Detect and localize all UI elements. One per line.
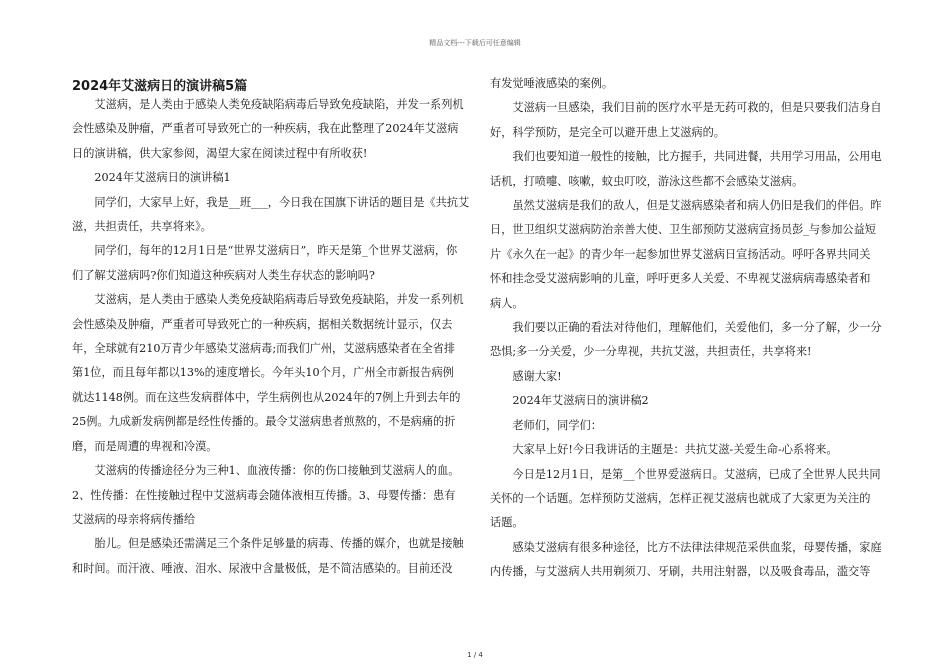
text-line: 2024年艾滋病日的演讲稿2 xyxy=(490,394,649,408)
text-line: 会性感染及肿瘤，严重者可导致死亡的一种疾病，我在此整理了2024年艾滋病 xyxy=(72,122,459,136)
text-line: 老师们，同学们： xyxy=(490,418,602,432)
text-line: 会性感染及肿瘤，严重者可导致死亡的一种疾病，据相关数据统计显示，仅去 xyxy=(72,317,453,331)
text-line: 艾滋病一旦感染，我们目前的医疗水平是无药可救的，但是只要我们洁身自 xyxy=(490,101,882,115)
text-line: 感染艾滋病有很多种途径，比方不法律法律规范采供血浆，母婴传播，家庭 xyxy=(490,540,882,554)
text-line: 年，全球就有210万青少年感染艾滋病毒;而我们广州，艾滋病感染者在全省排 xyxy=(72,342,456,356)
text-line: 内传播，与艾滋病人共用剃须刀、牙刷，共用注射器，以及吸食毒品，滥交等 xyxy=(490,565,871,579)
text-line: 日，世卫组织艾滋病防治亲善大使、卫生部预防艾滋病宣扬员彭_与参加公益短 xyxy=(490,223,876,237)
text-line: 们了解艾滋病吗?你们知道这种疾病对人类生存状态的影响吗? xyxy=(72,268,375,282)
text-line: 大家早上好!今日我讲话的主题是：共抗艾滋-关爱生命-心系将来。 xyxy=(490,443,838,457)
text-line: 和时间。而汗液、唾液、泪水、尿液中含量极低，是不简洁感染的。目前还没 xyxy=(72,561,453,575)
document-title: 2024年艾滋病日的演讲稿5篇 xyxy=(72,79,248,94)
text-line: 艾滋病，是人类由于感染人类免疫缺陷病毒后导致免疫缺陷，并发一系列机 xyxy=(72,98,464,111)
text-line: 滋，共担责任，共享将来》。 xyxy=(72,220,212,234)
text-line: 就达1148例。而在这些发病群体中，学生病例也从2024年的7例上升到去年的 xyxy=(72,390,461,404)
text-line: 话题。 xyxy=(490,516,524,530)
right-column xyxy=(490,72,882,585)
text-line: 今日是12月1日，是第__个世界爱滋病日。艾滋病，已成了全世界人民共同 xyxy=(490,467,881,481)
text-line: 2、性传播：在性接触过程中艾滋病毒会随体液相互传播。3、母婴传播：患有 xyxy=(72,488,456,502)
text-line: 25例。九成新发病例都是经性传播的。最令艾滋病患者煎熬的，不是病痛的折 xyxy=(72,415,456,429)
text-line: 2024年艾滋病日的演讲稿1 xyxy=(72,171,231,185)
text-line: 感谢大家! xyxy=(490,369,562,383)
text-line: 虽然艾滋病是我们的敌人，但是艾滋病感染者和病人仍旧是我们的伴侣。昨 xyxy=(490,199,882,213)
text-line: 日的演讲稿，供大家参阅，渴望大家在阅读过程中有所收获! xyxy=(72,146,368,160)
text-line: 有发觉唾液感染的案例。 xyxy=(490,77,614,90)
text-line: 同学们，大家早上好，我是__班___，今日我在国旗下讲话的题目是《共抗艾 xyxy=(72,195,470,209)
text-line: 艾滋病的传播途径分为三种1、血液传播：你的伤口接触到艾滋病人的血。 xyxy=(72,464,460,478)
text-line: 同学们，每年的12月1日是“世界艾滋病日”，昨天是第_个世界艾滋病，你 xyxy=(72,244,458,258)
left-column xyxy=(72,93,470,581)
text-line: 艾滋病的母亲将病传播给 xyxy=(72,512,196,526)
text-line: 磨，而是周遭的卑视和冷漠。 xyxy=(72,439,218,453)
text-line: 第1位，而且每年都以13%的速度增长。今年头10个月，广州全市新报告病例 xyxy=(72,366,454,380)
text-line: 怀和挂念受艾滋病影响的儿童，呼吁更多人关爱、不卑视艾滋病病毒感染者和 xyxy=(490,272,871,286)
text-line: 艾滋病，是人类由于感染人类免疫缺陷病毒后导致免疫缺陷，并发一系列机 xyxy=(72,293,464,307)
page-header: 精品文档---下载后可任意编辑 xyxy=(429,39,521,47)
text-line: 片《永久在一起》的青少年一起参加世界艾滋病日宣扬活动。呼吁各界共同关 xyxy=(490,247,871,261)
page-number: 1 / 4 xyxy=(467,651,483,659)
text-line: 关怀的一个话题。怎样预防艾滋病，怎样正视艾滋病也就成了大家更为关注的 xyxy=(490,491,871,505)
text-line: 我们要以正确的看法对待他们，理解他们，关爱他们，多一分了解，少一分 xyxy=(490,321,882,335)
text-line: 我们也要知道一般性的接触，比方握手，共同进餐，共用学习用品，公用电 xyxy=(490,150,882,164)
text-line: 胎儿。但是感染还需满足三个条件足够量的病毒、传播的媒介，也就是接触 xyxy=(72,537,464,551)
text-line: 话机，打喷嚏、咳嗽，蚊虫叮咬，游泳这些都不会感染艾滋病。 xyxy=(490,174,804,188)
text-line: 恐惧;多一分关爱，少一分卑视，共抗艾滋，共担责任，共享将来! xyxy=(490,345,812,359)
text-line: 病人。 xyxy=(490,296,524,310)
text-line: 好，科学预防，是完全可以避开患上艾滋病的。 xyxy=(490,125,725,139)
